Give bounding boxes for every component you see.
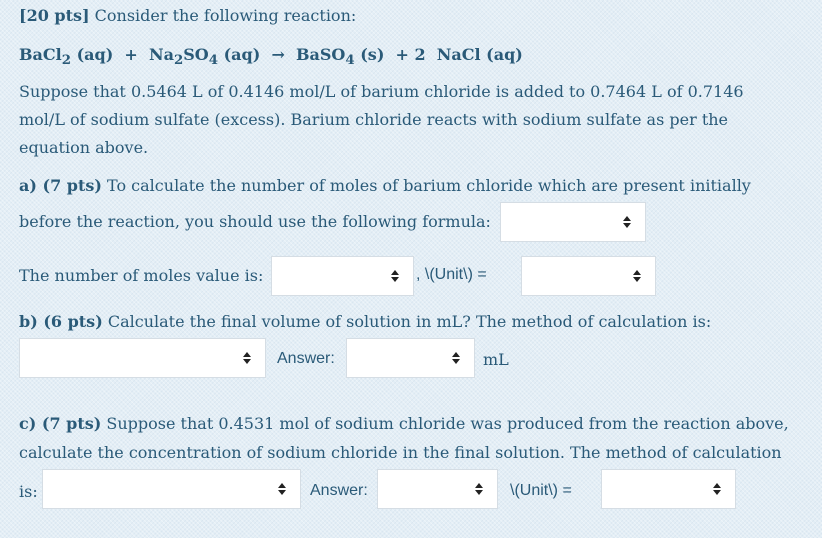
- part-b-points: b) (6 pts): [19, 312, 103, 331]
- question-header: [19, 6, 356, 25]
- moles-label: The number of moles value is:: [19, 266, 264, 285]
- formula-select[interactable]: [500, 202, 646, 242]
- eq-reactant2: Na: [148, 45, 174, 64]
- reaction-equation: [19, 45, 523, 68]
- unit-select-a[interactable]: [521, 256, 656, 296]
- answer-label: Answer:: [277, 350, 335, 367]
- header-points: [20 pts]: [19, 6, 90, 25]
- part-c-text: calculate the concentration of sodium chloride in the final solution. The method of calculation: [19, 443, 782, 462]
- eq-reactant1: BaCl: [19, 45, 62, 64]
- part-c-prompt: [19, 414, 789, 433]
- select-arrows-icon: [623, 216, 631, 228]
- method-select-c[interactable]: [42, 469, 301, 509]
- part-a-points: a) (7 pts): [19, 176, 102, 195]
- select-arrows-icon: [278, 483, 286, 495]
- part-b-text: Calculate the final volume of solution in mL? The method of calculation is:: [107, 312, 712, 331]
- eq-arrow: →: [271, 45, 285, 64]
- method-select-b[interactable]: [19, 338, 266, 378]
- eq-state: (s): [360, 45, 385, 64]
- unit-label: , \(Unit\) =: [416, 266, 487, 283]
- select-arrows-icon: [452, 352, 460, 364]
- part-a-text: To calculate the number of moles of barium chloride which are present initially: [107, 176, 751, 195]
- eq-sub: 4: [208, 52, 219, 69]
- intro-line: Suppose that 0.5464 L of 0.4146 mol/L of barium chloride is added to 0.7464 L of 0.7146: [19, 82, 744, 101]
- eq-plus: +: [124, 45, 138, 64]
- unit-select-c[interactable]: [601, 469, 736, 509]
- unit-label: \(Unit\) =: [510, 482, 572, 499]
- eq-sub: 2: [173, 52, 184, 69]
- eq-reactant2-mid: SO: [183, 45, 209, 64]
- is-label: is:: [19, 482, 38, 501]
- select-arrows-icon: [243, 352, 251, 364]
- answer-label: Answer:: [310, 482, 368, 499]
- part-c-text: Suppose that 0.4531 mol of sodium chloride was produced from the reaction above,: [106, 414, 789, 433]
- select-arrows-icon: [475, 483, 483, 495]
- part-a-text: before the reaction, you should use the following formula:: [19, 212, 491, 231]
- select-arrows-icon: [633, 270, 641, 282]
- answer-select-c[interactable]: [377, 469, 498, 509]
- moles-value-select[interactable]: [271, 256, 414, 296]
- intro-line: equation above.: [19, 138, 149, 157]
- part-c-points: c) (7 pts): [19, 414, 102, 433]
- eq-state: (aq): [486, 45, 523, 64]
- eq-state: (aq): [223, 45, 261, 64]
- select-arrows-icon: [391, 270, 399, 282]
- header-text: Consider the following reaction:: [94, 6, 357, 25]
- eq-sub: 2: [61, 52, 71, 69]
- part-b-prompt: [19, 312, 711, 331]
- intro-line: mol/L of sodium sulfate (excess). Barium chloride reacts with sodium sulfate as per the: [19, 110, 729, 129]
- eq-product1: BaSO: [295, 45, 346, 64]
- ml-unit-label: mL: [483, 350, 509, 369]
- eq-product2: NaCl: [436, 45, 481, 64]
- select-arrows-icon: [713, 483, 721, 495]
- eq-sub: 4: [345, 52, 355, 69]
- part-a-prompt: [19, 176, 751, 195]
- eq-state: (aq): [76, 45, 114, 64]
- answer-select-b[interactable]: [346, 338, 475, 378]
- eq-plus-coef: + 2: [395, 45, 426, 64]
